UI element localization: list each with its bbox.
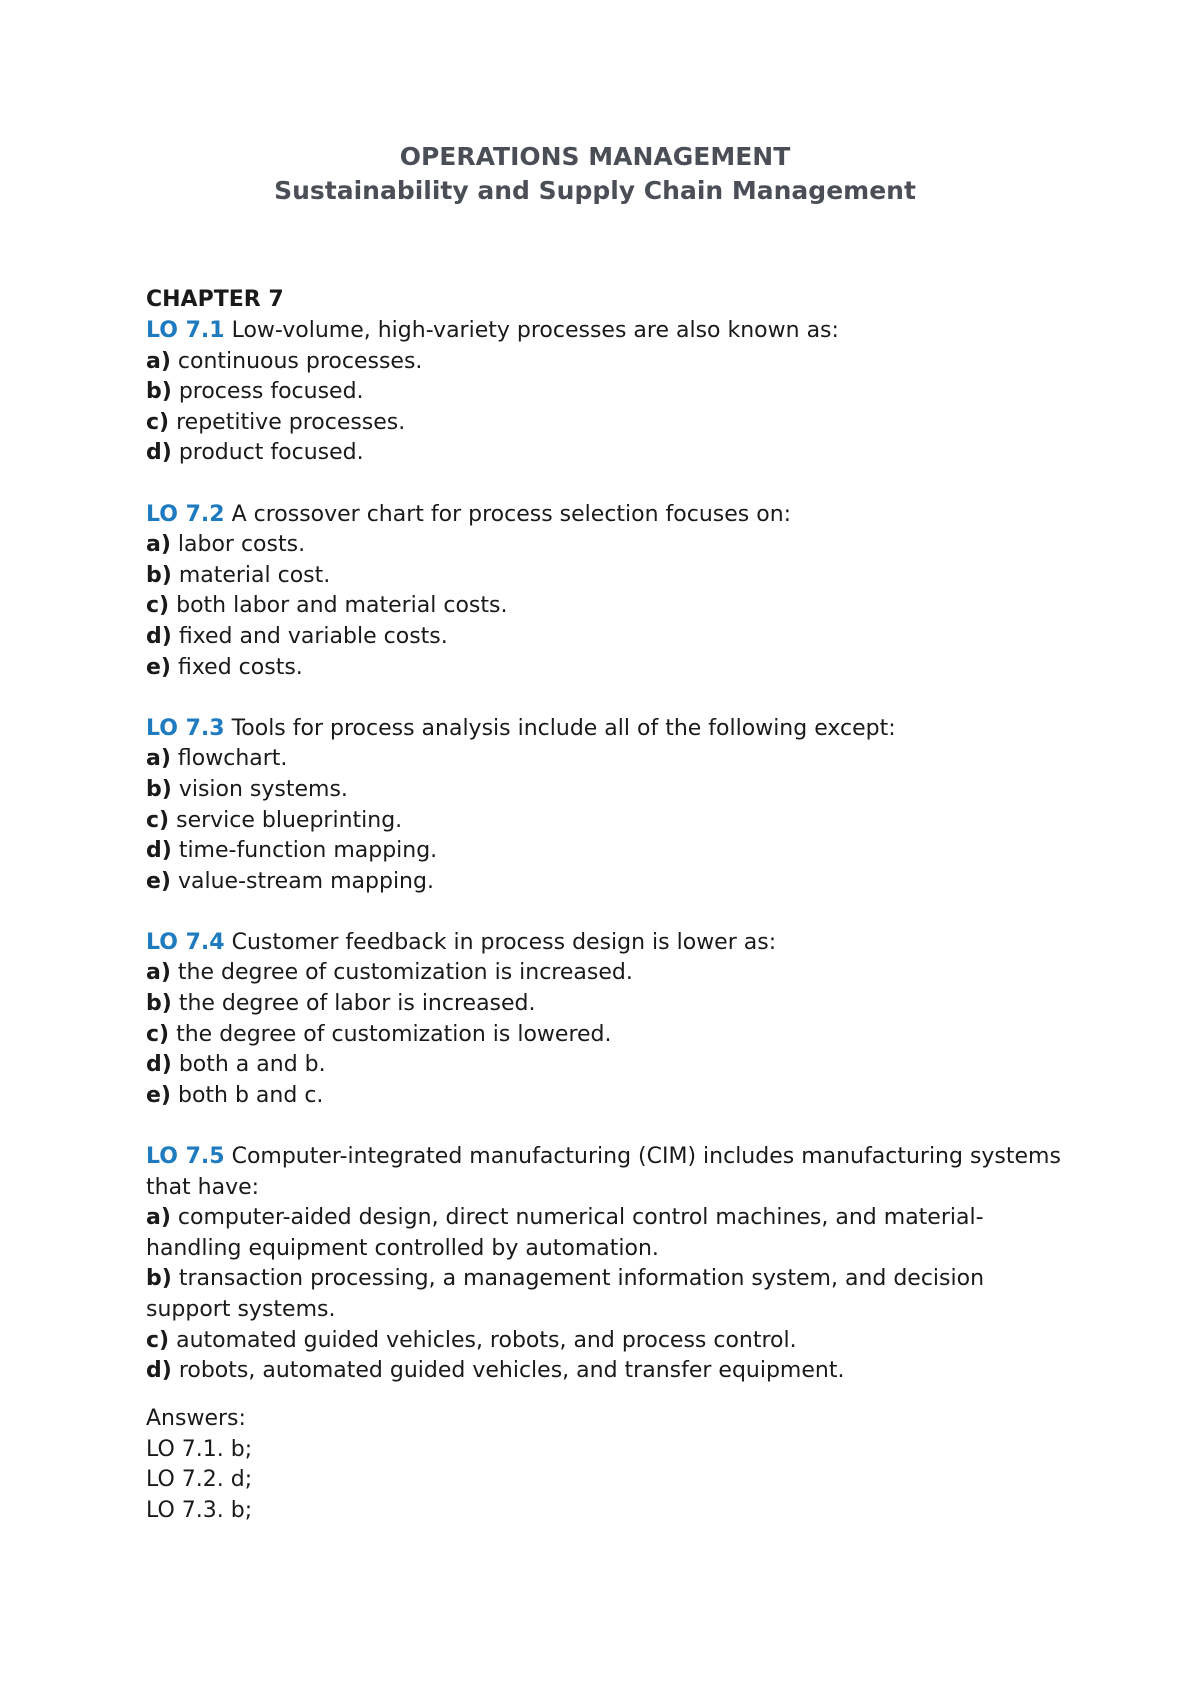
option-letter: b) (146, 991, 172, 1017)
answer-option (146, 408, 1066, 439)
question-text: Low-volume, high-variety processes are also known as: (231, 318, 839, 343)
option-text: the degree of labor is increased. (178, 991, 536, 1017)
answer-option (146, 1020, 1066, 1051)
question-stem (146, 928, 1066, 959)
option-text: both a and b. (178, 1052, 326, 1078)
question-item (146, 928, 1066, 1112)
learning-objective-tag: LO 7.4 (146, 929, 225, 955)
answer-option (146, 438, 1066, 469)
answer-option (146, 1356, 1066, 1387)
option-text: flowchart. (177, 746, 288, 772)
option-text: fixed costs. (177, 654, 303, 680)
answer-option (146, 653, 1066, 684)
option-letter: a) (146, 746, 171, 772)
option-letter: a) (146, 532, 171, 558)
option-text: process focused. (178, 379, 364, 405)
answer-option (146, 561, 1066, 592)
answer-option (146, 591, 1066, 622)
learning-objective-tag: LO 7.3 (146, 715, 225, 741)
option-text: continuous processes. (177, 348, 423, 374)
answer-key-label: Answers: (146, 1406, 246, 1431)
option-text: service blueprinting. (176, 807, 403, 833)
option-text: time-function mapping. (178, 838, 438, 864)
document-subtitle: Sustainability and Supply Chain Management (274, 176, 916, 205)
option-letter: a) (146, 348, 171, 374)
question-stem (146, 714, 1066, 745)
option-letter: a) (146, 1205, 171, 1231)
question-item (146, 1142, 1066, 1387)
option-text: fixed and variable costs. (178, 623, 448, 649)
option-letter: b) (146, 1266, 172, 1292)
question-stem (146, 500, 1066, 531)
option-letter: d) (146, 838, 172, 864)
answer-option (146, 1050, 1066, 1081)
option-text: vision systems. (178, 776, 348, 802)
question-stem (146, 316, 1066, 347)
learning-objective-tag: LO 7.2 (146, 501, 225, 527)
answer-option (146, 1203, 1066, 1264)
answer-option (146, 1326, 1066, 1357)
question-item (146, 316, 1066, 469)
answer-option (146, 836, 1066, 867)
learning-objective-tag: LO 7.5 (146, 1144, 225, 1170)
answer-option (146, 1081, 1066, 1112)
chapter-heading: CHAPTER 7 (146, 287, 284, 312)
option-text: computer-aided design, direct numerical control machines, and material-handling equipment controlled by automation. (146, 1205, 984, 1261)
answer-option (146, 622, 1066, 653)
answer-key-item: LO 7.3. b; (146, 1497, 253, 1523)
option-letter: d) (146, 623, 172, 649)
learning-objective-tag: LO 7.1 (146, 318, 225, 343)
answer-option (146, 775, 1066, 806)
answer-option (146, 530, 1066, 561)
option-letter: b) (146, 562, 172, 588)
option-letter: d) (146, 1358, 172, 1384)
option-letter: a) (146, 960, 171, 986)
option-letter: d) (146, 1052, 172, 1078)
option-text: automated guided vehicles, robots, and process control. (176, 1327, 797, 1353)
option-text: value-stream mapping. (177, 868, 434, 894)
option-text: material cost. (178, 562, 331, 588)
document-title: OPERATIONS MANAGEMENT (399, 142, 791, 171)
question-text: Tools for process analysis include all of the following except: (231, 715, 896, 741)
option-text: both b and c. (177, 1082, 324, 1108)
option-letter: e) (146, 868, 171, 894)
answer-option (146, 867, 1066, 898)
option-text: repetitive processes. (176, 409, 406, 435)
answer-option (146, 744, 1066, 775)
answer-key-item: LO 7.1. b; (146, 1436, 253, 1462)
answer-key (146, 1404, 1066, 1526)
question-text: Customer feedback in process design is lower as: (231, 929, 777, 955)
option-letter: c) (146, 1021, 170, 1047)
answer-option (146, 989, 1066, 1020)
option-text: the degree of customization is increased. (177, 960, 633, 986)
option-letter: e) (146, 1082, 171, 1108)
option-text: the degree of customization is lowered. (176, 1021, 612, 1047)
option-text: product focused. (178, 440, 364, 466)
answer-option (146, 958, 1066, 989)
answer-option (146, 347, 1066, 378)
question-text: A crossover chart for process selection focuses on: (231, 501, 792, 527)
document-header (146, 140, 1066, 208)
option-letter: b) (146, 379, 172, 405)
answer-option (146, 806, 1066, 837)
option-letter: c) (146, 593, 170, 619)
option-text: both labor and material costs. (176, 593, 508, 619)
option-text: robots, automated guided vehicles, and transfer equipment. (178, 1358, 845, 1384)
option-text: labor costs. (177, 532, 306, 558)
answer-option (146, 377, 1066, 408)
answer-key-item: LO 7.2. d; (146, 1467, 253, 1493)
question-item (146, 500, 1066, 684)
option-letter: c) (146, 807, 170, 833)
question-list (146, 316, 1066, 1417)
option-letter: c) (146, 1327, 170, 1353)
option-letter: c) (146, 409, 170, 435)
option-letter: e) (146, 654, 171, 680)
answer-option (146, 1264, 1066, 1325)
option-letter: b) (146, 776, 172, 802)
option-text: transaction processing, a management information system, and decision support systems. (146, 1266, 985, 1322)
question-stem (146, 1142, 1066, 1203)
question-text: Computer-integrated manufacturing (CIM) includes manufacturing systems that have: (146, 1144, 1061, 1200)
question-item (146, 714, 1066, 898)
option-letter: d) (146, 440, 172, 466)
